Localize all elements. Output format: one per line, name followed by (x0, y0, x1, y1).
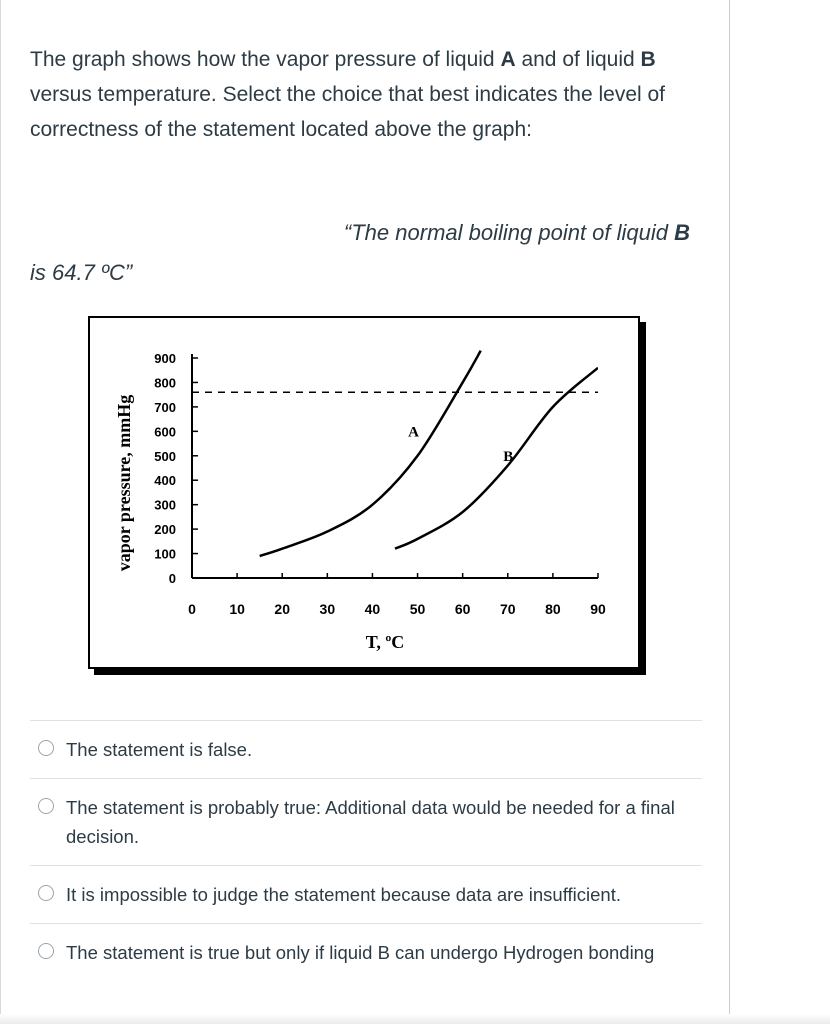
statement-line-1 (0, 220, 690, 246)
radio-button[interactable] (38, 740, 54, 756)
chart-svg (90, 318, 638, 667)
answer-label: It is impossible to judge the statement because data are insufficient. (66, 884, 621, 905)
question-liquid-a: A (500, 48, 516, 71)
answer-label: The statement is probably true: Additional data would be needed for a final decision. (66, 797, 675, 847)
y-tick-label: 700 (154, 399, 176, 415)
question-text-part2: and of liquid (515, 48, 641, 71)
answer-option-3[interactable] (30, 865, 702, 923)
y-axis-label: vapor pressure, mmHg (114, 394, 134, 572)
question-text-part3: versus temperature. Select the choice that best indicates the level of correctness of the statement located above the graph: (30, 83, 666, 141)
series-a-label: A (408, 424, 419, 441)
bottom-fade (0, 1014, 830, 1024)
y-tick-label: 500 (154, 448, 176, 464)
x-tick-label: 70 (499, 601, 516, 617)
question-text-part1: The graph shows how the vapor pressure of liquid (30, 48, 501, 71)
y-tick-label: 0 (168, 571, 176, 586)
x-tick-label: 90 (590, 601, 606, 617)
statement-prefix: “The normal boiling point of liquid (343, 220, 675, 245)
answer-label: The statement is false. (66, 739, 253, 760)
x-tick-label: 10 (229, 601, 245, 617)
x-tick-label: 20 (274, 601, 291, 617)
y-tick-label: 100 (154, 546, 176, 562)
y-tick-label: 600 (154, 424, 176, 440)
answer-label: The statement is true but only if liquid B can undergo Hydrogen bonding (66, 942, 655, 963)
statement-liquid-b: B (674, 220, 690, 245)
y-tick-label: 800 (154, 375, 176, 391)
content-left-border (0, 0, 1, 1024)
y-tick-label: 400 (154, 473, 176, 489)
x-tick-label: 40 (364, 601, 381, 617)
y-tick-label: 200 (154, 522, 176, 538)
x-tick-label: 0 (188, 601, 196, 617)
answer-list (30, 720, 702, 981)
vapor-pressure-graph (88, 316, 640, 669)
series-a-curve (260, 351, 481, 556)
question-text (30, 42, 710, 147)
answer-option-2[interactable] (30, 778, 702, 865)
answer-option-1[interactable] (30, 720, 702, 778)
radio-button[interactable] (38, 885, 54, 901)
radio-button[interactable] (38, 943, 54, 959)
x-tick-label: 60 (454, 601, 471, 617)
radio-button[interactable] (38, 798, 54, 814)
series-b-curve (395, 368, 598, 549)
content-right-border (729, 0, 730, 1024)
statement-line-2: is 64.7 ºC” (30, 260, 133, 285)
x-tick-label: 30 (319, 601, 336, 617)
series-b-label: B (503, 448, 514, 465)
x-tick-label: 50 (409, 601, 426, 617)
x-tick-label: 80 (545, 601, 561, 617)
question-liquid-b: B (640, 48, 656, 71)
x-axis-label: T, ºC (365, 632, 405, 652)
y-tick-label: 300 (154, 497, 176, 513)
y-tick-label: 900 (154, 351, 176, 366)
answer-option-4[interactable] (30, 923, 702, 981)
